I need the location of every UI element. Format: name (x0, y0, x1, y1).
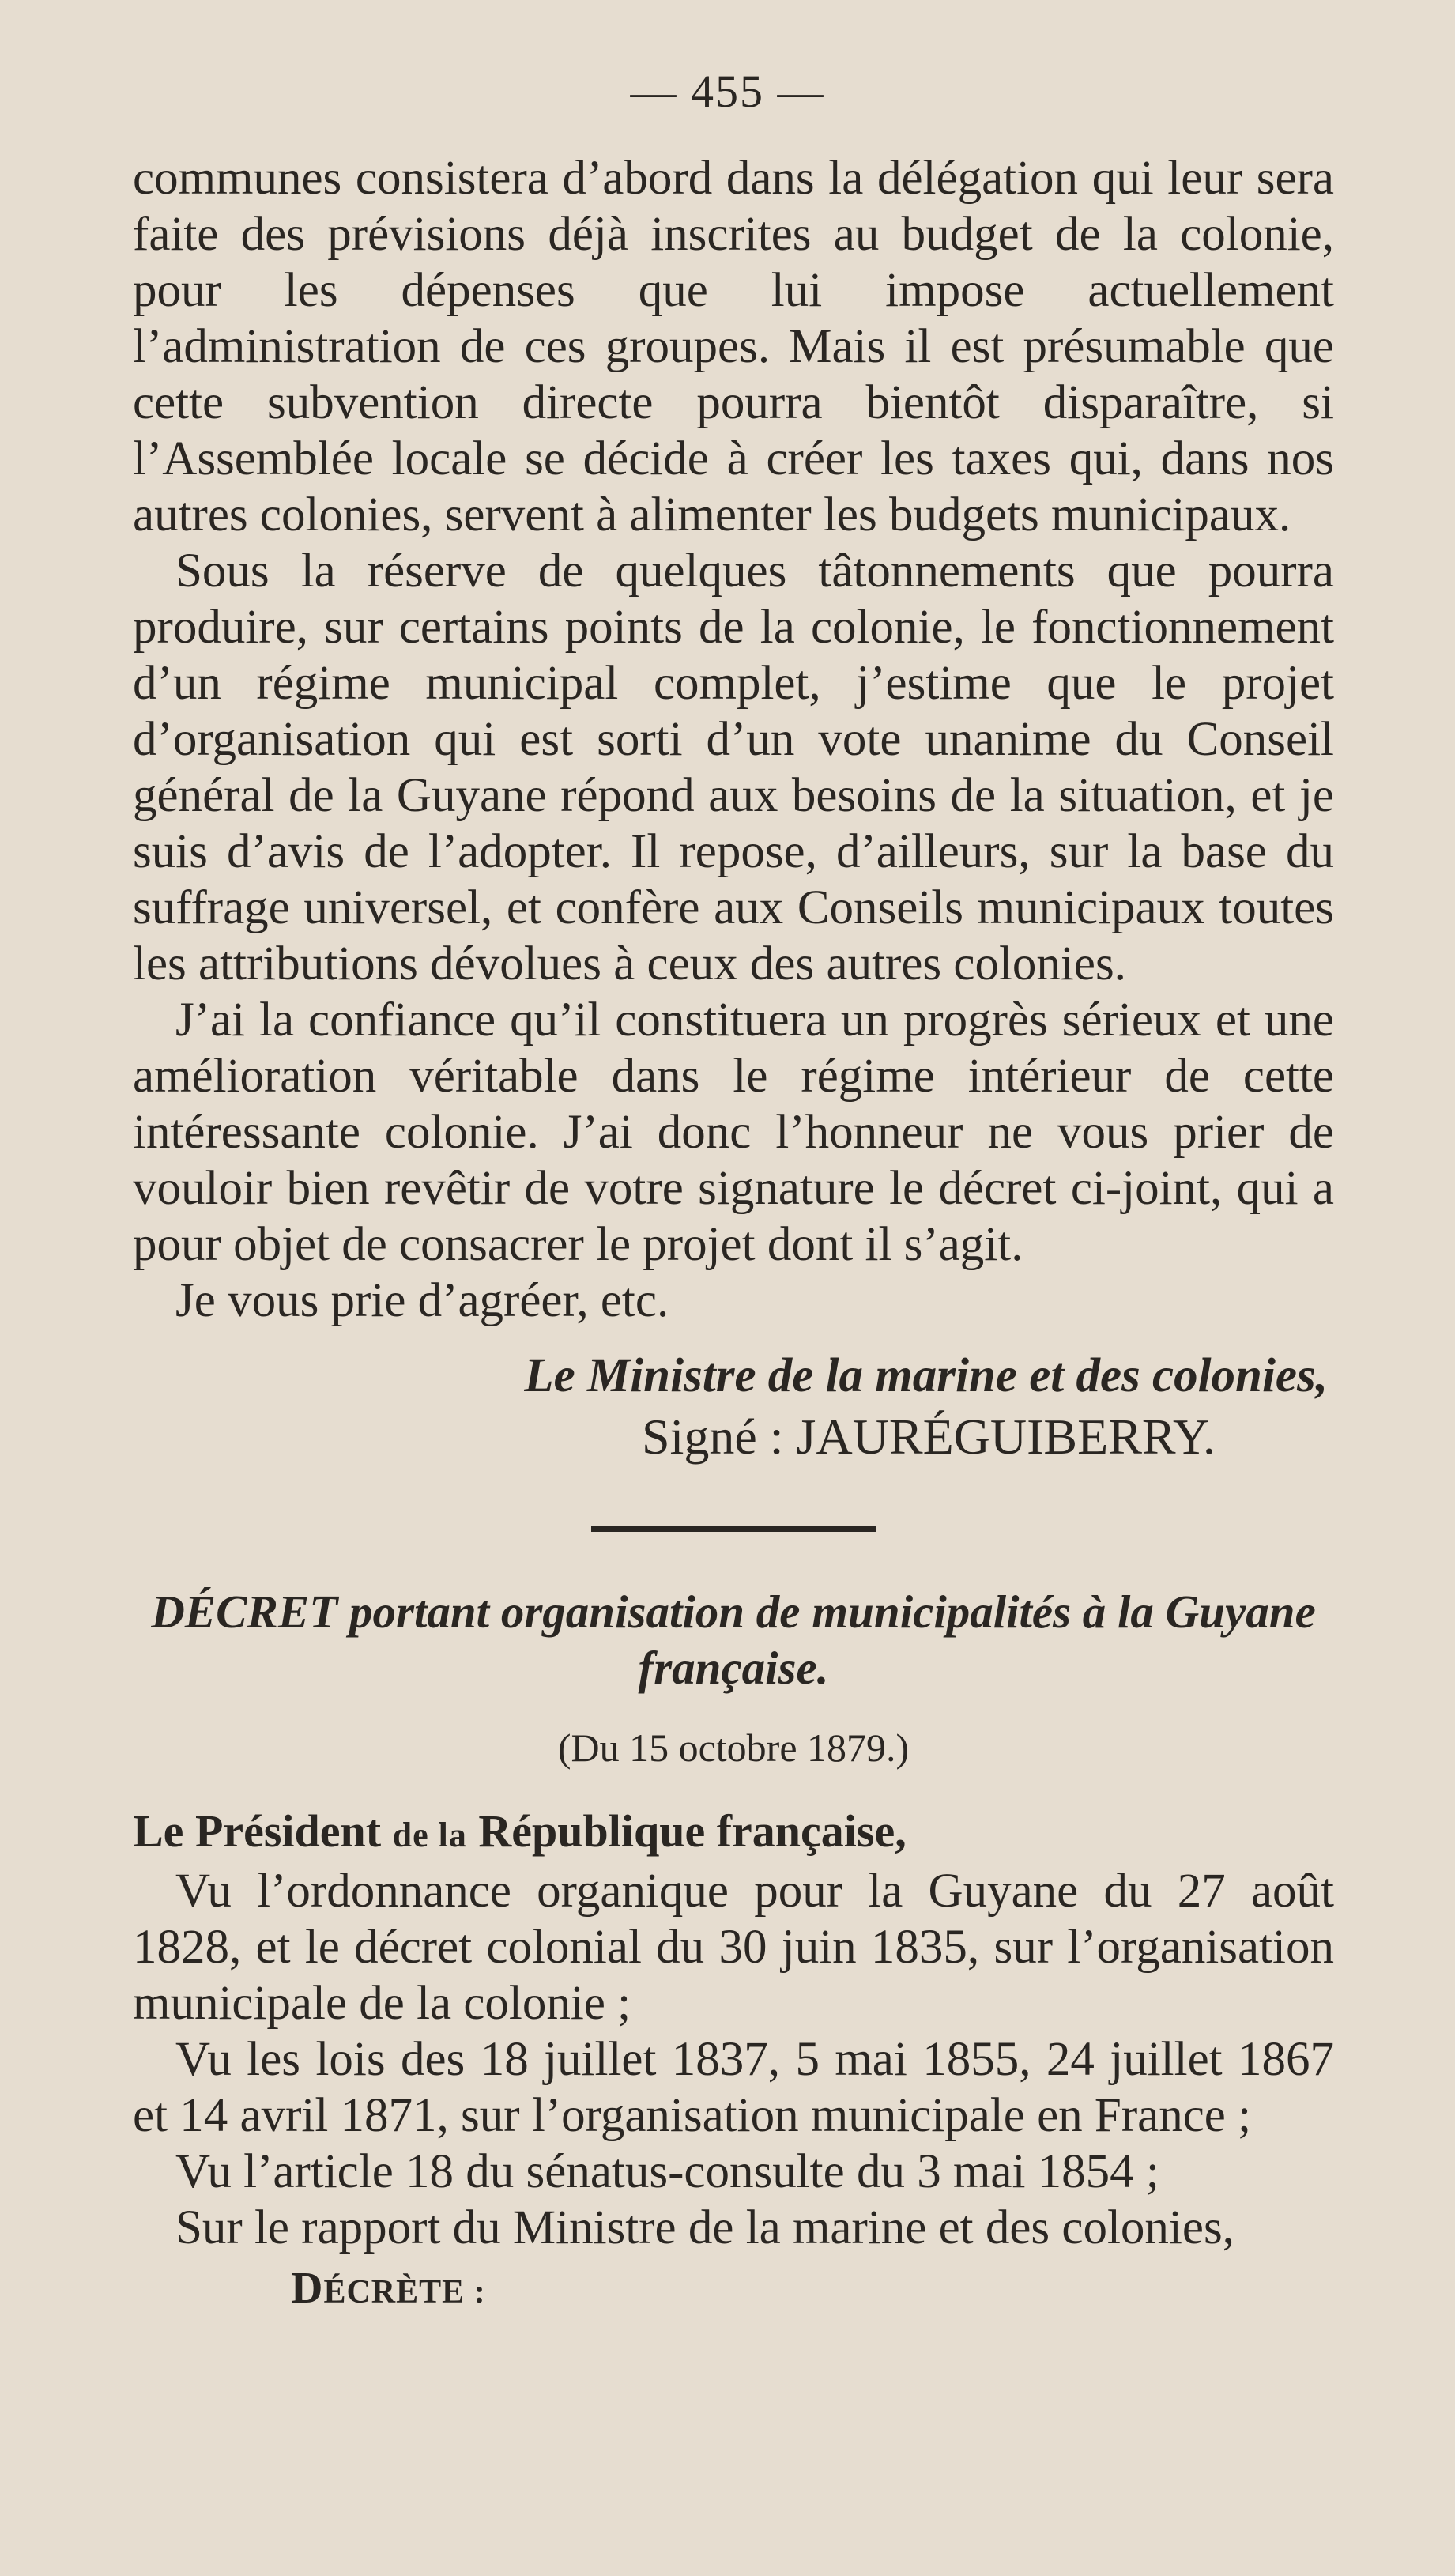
president-space (381, 1805, 393, 1857)
president-word-republique: République française (478, 1805, 895, 1857)
visa-1: Vu l’ordonnance organique pour la Guyane du 27 août 1828, et le décret colonial du 30 juin 1835, sur l’organisation municipale de la colonie ; (133, 1865, 1334, 2030)
decree-date: (Du 15 octobre 1879.) (557, 1726, 910, 1770)
paragraph-3: J’ai la confiance qu’il constituera un progrès sérieux et une amélioration véritable dans le régime intérieur de cette intéressante colonie. J’ai donc l’honneur ne vous prier de vouloir bien revêtir de votre signature le décret ci-joint, qui a pour objet de consacrer le projet dont il s’agit. (133, 994, 1334, 1271)
signature-role: Le Ministre de la marine et des colonies, (524, 1349, 1328, 1402)
president-space-2 (467, 1805, 479, 1857)
president-word-le: Le (133, 1805, 195, 1857)
decrete-rest: ÉCRÈTE : (323, 2274, 486, 2310)
visa-3: Vu l’article 18 du sénatus-consulte du 3 mai 1854 ; (175, 2145, 1159, 2198)
decrete-heading (133, 2261, 1334, 2321)
document-body (133, 150, 1334, 2321)
signature-name: Signé : JAURÉGUIBERRY. (641, 1409, 1216, 1465)
president-comma: , (895, 1805, 907, 1857)
decree-title: DÉCRET portant organisation de municipalités à la Guyane française. (151, 1586, 1316, 1694)
president-word-de-la: de la (392, 1816, 467, 1854)
page-number: — 455 — (630, 66, 825, 117)
decrete-initial: D (291, 2264, 324, 2313)
section-divider (591, 1526, 876, 1532)
visa-4: Sur le rapport du Ministre de la marine et des colonies, (175, 2201, 1234, 2254)
paragraph-4: Je vous prie d’agréer, etc. (175, 1274, 669, 1327)
visa-2: Vu les lois des 18 juillet 1837, 5 mai 1855, 24 juillet 1867 et 14 avril 1871, sur l’organisation municipale en France ; (133, 2033, 1334, 2142)
paragraph-2: Sous la réserve de quelques tâtonnements que pourra produire, sur certains points de la colonie, le fonctionnement d’un régime municipal complet, j’estime que le projet d’organisation qui est sorti d’un vote unanime du Conseil général de la Guyane répond aux besoins de la situation, et je suis d’avis de l’adopter. Il repose, d’ailleurs, sur la base du suffrage universel, et confère aux Conseils municipaux toutes les attributions dévolues à ceux des autres colonies. (133, 545, 1334, 990)
president-word-president: Président (194, 1805, 382, 1857)
paragraph-1: communes consistera d’abord dans la délégation qui leur sera faite des prévisions déjà inscrites au budget de la colonie, pour les dépenses que lui impose actuellement l’administration de ces groupes. Mais il est présumable que cette subvention directe pourra bientôt disparaître, si l’Assemblée locale se décide à créer les taxes qui, dans nos autres colonies, servent à alimenter les budgets municipaux. (133, 152, 1334, 541)
president-heading (133, 1803, 1334, 1863)
